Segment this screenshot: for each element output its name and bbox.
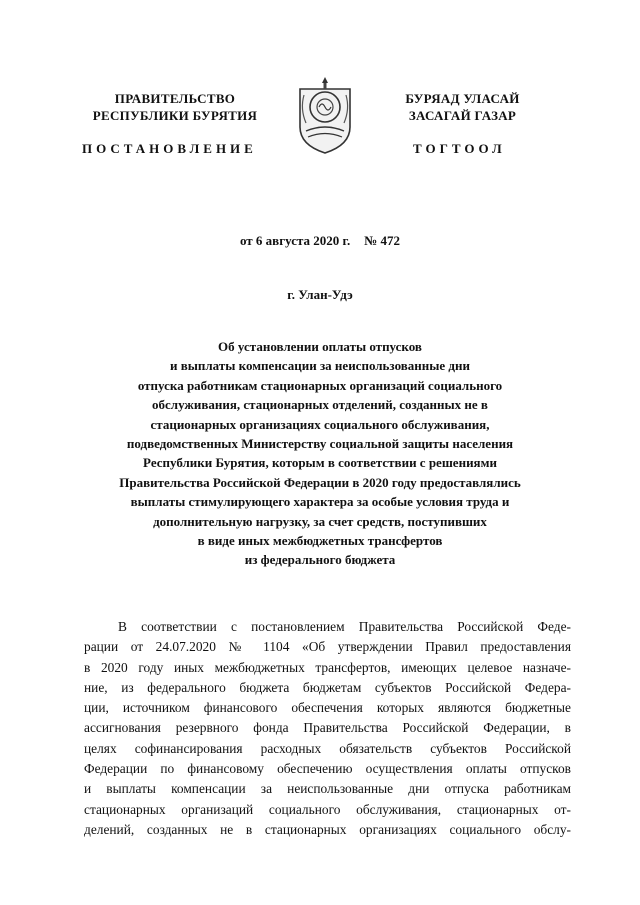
government-name-russian — [80, 90, 270, 124]
body-line: ции, источником финансового обеспечения которых являются бюджетные — [84, 700, 571, 716]
title-line: Правительства Российской Федерации в 2020 году предоставлялись — [119, 474, 521, 490]
body-line: делений, созданных не в стационарных организациях социального обслу- — [84, 821, 571, 837]
title-line: и выплаты компенсации за неиспользованные дни — [169, 358, 470, 374]
body-line: целях софинансирования расходных обязательств субъектов Российской — [84, 740, 571, 756]
document-type-buryat: ТОГТООЛ — [413, 141, 506, 156]
government-name-buryat-line-2: ЗАСАГАЙ ГАЗАР — [408, 108, 517, 123]
title-line: дополнительную нагрузку, за счет средств, поступивших — [153, 513, 487, 529]
title-line: стационарных организациях социального обслуживания, — [150, 416, 490, 432]
title-line: в виде иных межбюджетных трансфертов — [197, 533, 443, 549]
government-name-buryat-line-1: БУРЯАД УЛАСАЙ — [405, 91, 520, 106]
title-line: подведомственных Министерству социальной защиты населения — [126, 436, 514, 452]
title-line: обслуживания, стационарных отделений, созданных не в — [152, 397, 488, 413]
document-number: № 472 — [364, 233, 401, 248]
document-date-line — [0, 233, 640, 249]
body-line: рации от 24.07.2020 № 1104 «Об утверждении Правил предоставления — [84, 639, 571, 655]
document-type-russian: ПОСТАНОВЛЕНИЕ — [82, 141, 257, 156]
government-name-buryat — [375, 90, 550, 124]
document-date: от 6 августа 2020 г. — [239, 233, 351, 248]
document-city: г. Улан-Удэ — [287, 287, 353, 302]
body-line: ассигнования резервного фонда Правительства Российской Федерации, в — [84, 720, 571, 736]
body-line: и выплаты компенсации за неиспользованные дни отпуска работникам — [84, 781, 571, 797]
body-line: в 2020 году иных межбюджетных трансфертов, имеющих целевое назначе- — [84, 659, 571, 675]
title-line: выплаты стимулирующего характера за особые условия труда и — [130, 494, 510, 510]
body-line: Федерации по финансовому обеспечению осуществления оплаты отпусков — [84, 761, 571, 777]
title-line: отпуска работникам стационарных организаций социального — [137, 377, 503, 393]
title-line: Республики Бурятия, которым в соответствии с решениями — [143, 455, 497, 471]
emblem-icon — [296, 75, 354, 155]
body-line: стационарных организаций социального обслуживания, стационарных от- — [84, 801, 571, 817]
document-body — [0, 617, 640, 840]
body-line: В соответствии с постановлением Правительства Российской Феде- — [118, 619, 571, 634]
body-line: ние, из федерального бюджета бюджетам субъектов Российской Федера- — [84, 679, 571, 695]
title-line: из федерального бюджета — [244, 552, 396, 568]
government-name-line-2: РЕСПУБЛИКИ БУРЯТИЯ — [92, 108, 258, 123]
government-name-line-1: ПРАВИТЕЛЬСТВО — [114, 91, 236, 106]
title-line: Об установлении оплаты отпусков — [218, 339, 422, 354]
document-title — [60, 337, 580, 570]
